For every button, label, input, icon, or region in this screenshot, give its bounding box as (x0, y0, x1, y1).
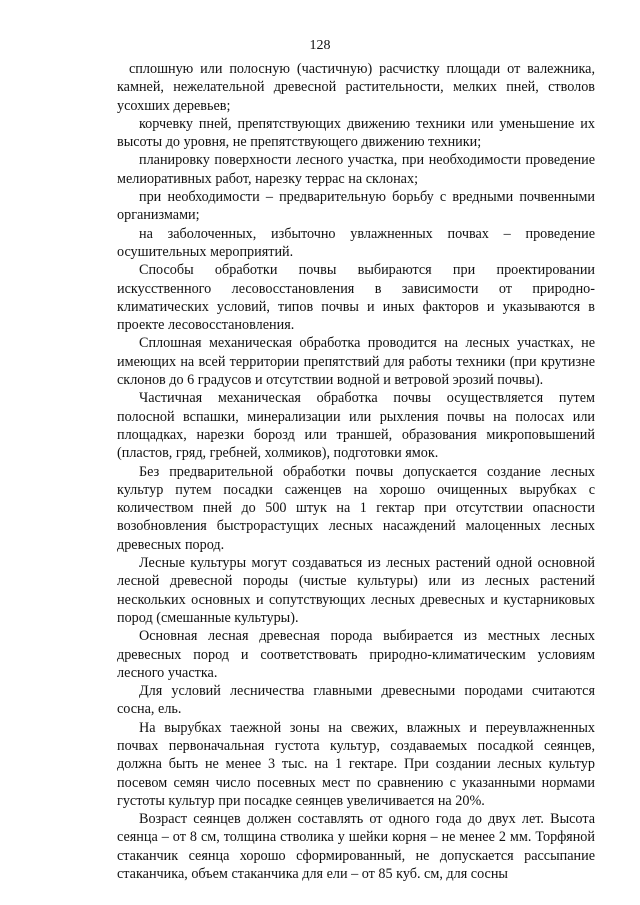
paragraph: На вырубках таежной зоны на свежих, влажных и переувлажненных почвах первоначальная густота культур, создаваемых посадкой сеянцев, должна быть не менее 3 тыс. на 1 гектаре. При создании лесных культур посевом семян число посевных мест по сравнению с указанными нормами густоты культур при посадке сеянцев увеличивается на 20%. (117, 719, 595, 809)
paragraph: на заболоченных, избыточно увлажненных почвах – проведение осушительных мероприятий. (117, 225, 595, 260)
paragraph: корчевку пней, препятствующих движению техники или уменьшение их высоты до уровня, не препятствующего движению техники; (117, 115, 595, 151)
paragraph: Возраст сеянцев должен составлять от одного года до двух лет. Высота сеянца – от 8 см, толщина стволика у шейки корня – не менее 2 мм. Торфяной стаканчик сеянца хорошо сформированный, не допускается рассыпание стаканчика, объем стаканчика для ели – от 85 куб. см, для сосны (117, 811, 595, 883)
paragraph: сплошную или полосную (частичную) расчистку площади от валежника, камней, нежелательной древесной растительности, мелких пней, стволов усохших деревьев; (117, 61, 595, 114)
page-number: 128 (309, 38, 331, 53)
paragraph: Сплошная механическая обработка проводится на лесных участках, не имеющих на всей территории препятствий для работы техники (при крутизне склонов до 6 градусов и отсутствии водной и ветровой эрозий почвы). (117, 335, 595, 389)
paragraph: Лесные культуры могут создаваться из лесных растений одной основной лесной древесной породы (чистые культуры) или из лесных растений нескольких основных и сопутствующих лесных древесных и кустарниковых пород (смешанные культуры). (117, 555, 595, 626)
paragraph: Основная лесная древесная порода выбирается из местных лесных древесных пород и соответствовать природно-климатическим условиям лесного участка. (117, 628, 595, 681)
paragraph: при необходимости – предварительную борьбу с вредными почвенными организмами; (117, 189, 595, 224)
paragraph: Без предварительной обработки почвы допускается создание лесных культур путем посадки саженцев на хорошо очищенных вырубках с количеством пней до 500 штук на 1 гектар при отсутствии опасности возобновления быстрорастущих лесных насаждений малоценных лесных древесных пород. (117, 463, 595, 553)
paragraph: Для условий лесничества главными древесными породами считаются сосна, ель. (117, 683, 595, 718)
paragraph: Способы обработки почвы выбираются при проектировании искусственного лесовосстановления в зависимости от природно-климатических условий, типов почвы и иных факторов и указываются в проекте лесовосстановления. (117, 262, 595, 334)
document-body (117, 60, 595, 883)
paragraph: планировку поверхности лесного участка, при необходимости проведение мелиоративных работ, нарезку террас на склонах; (117, 152, 595, 187)
paragraph: Частичная механическая обработка почвы осуществляется путем полосной вспашки, минерализации или рыхления почвы на полосах или площадках, нарезки борозд или траншей, образования микроповышений (пластов, гряд, гребней, холмиков), подготовки ямок. (117, 390, 595, 462)
